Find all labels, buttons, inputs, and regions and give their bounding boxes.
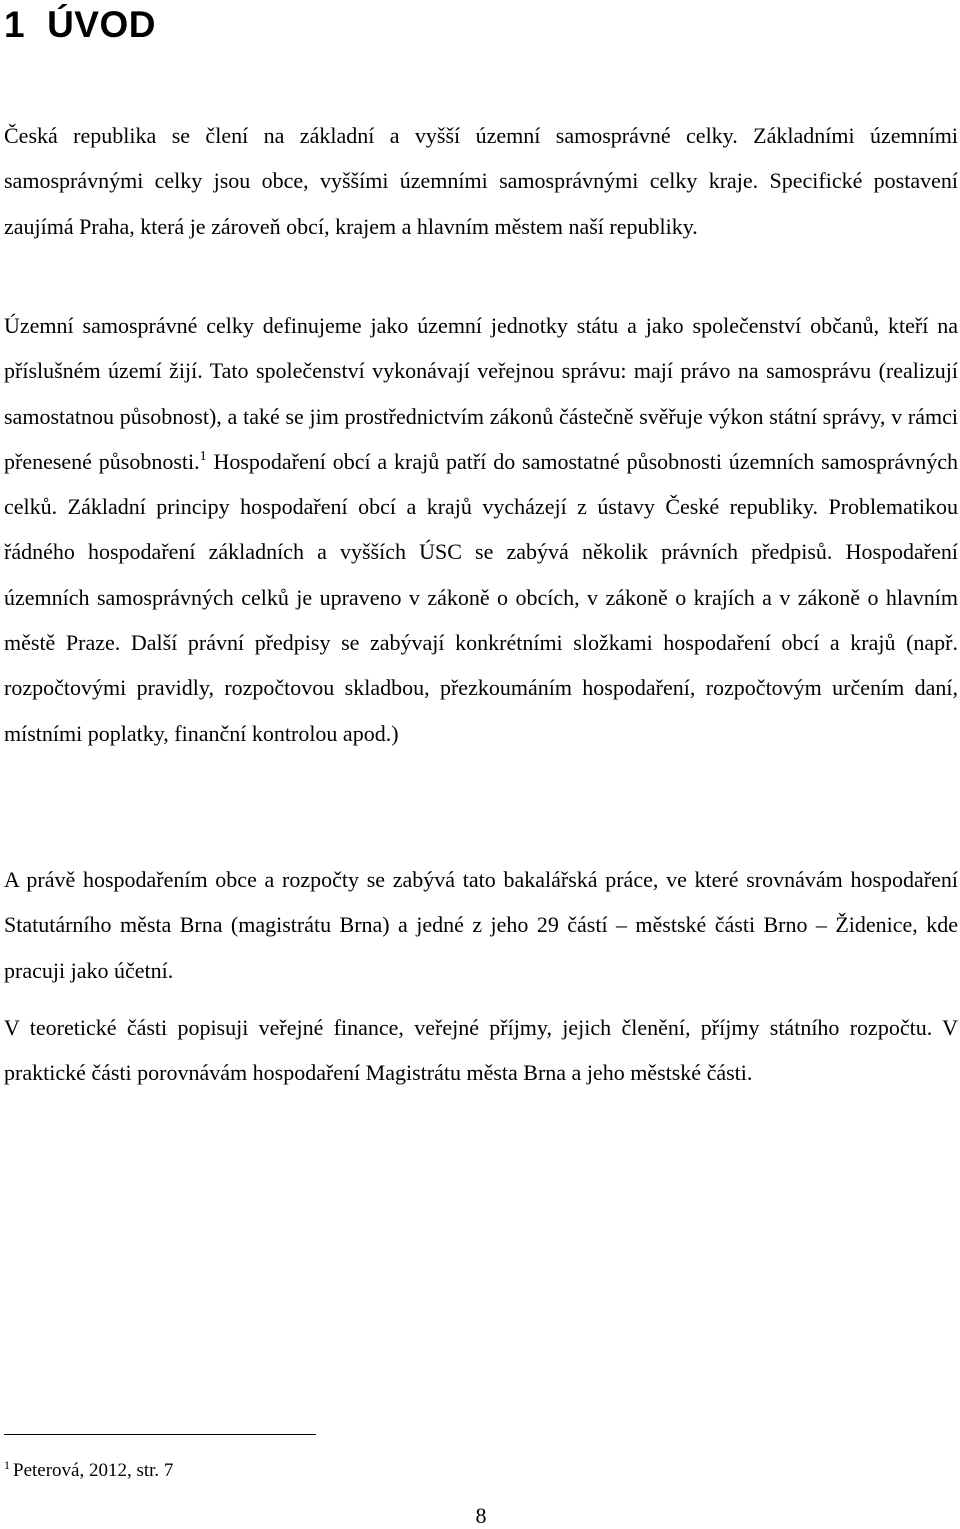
footnote-reference: 1 xyxy=(199,448,207,464)
footnote xyxy=(4,1459,173,1483)
footnote-separator xyxy=(4,1434,316,1435)
chapter-heading xyxy=(4,4,156,46)
chapter-title: ÚVOD xyxy=(47,4,156,45)
paragraph-structure: V teoretické části popisuji veřejné finance, veřejné příjmy, jejich členění, příjmy státního rozpočtu. V praktické části porovnávám hospodaření Magistrátu města Brna a jeho městské části. xyxy=(4,1015,958,1086)
paragraph-thesis-aim: A právě hospodařením obce a rozpočty se zabývá tato bakalářská práce, ve které srovnávám hospodaření Statutárního města Brna (magistrátu Brna) a jedné z jeho 29 částí – městské části Brno – Židenice, kde pracuji jako účetní. xyxy=(4,867,958,983)
paragraph-self-government xyxy=(4,303,958,756)
paragraph-intro: Česká republika se člení na základní a vyšší územní samosprávné celky. Základními územními samosprávnými celky jsou obce, vyššími územními samosprávnými celky kraje. Specifické postavení zaujímá Praha, která je zároveň obcí, krajem a hlavním městem naší republiky. xyxy=(4,123,958,239)
paragraph-text: Hospodaření obcí a krajů patří do samostatné působnosti územních samosprávných celků. Základní principy hospodaření obcí a krajů vycházejí z ústavy České republiky. Problematikou řádného hospodaření základních a vyšších ÚSC se zabývá několik právních předpisů. Hospodaření územních samosprávných celků je upraveno v zákoně o obcích, v zákoně o krajích a v zákoně o hlavním městě Praze. Další právní předpisy se zabývají konkrétními složkami hospodaření obcí a krajů (např. rozpočtovými pravidly, rozpočtovou skladbou, přezkoumáním hospodaření, rozpočtovým určením daní, místními poplatky, finanční kontrolou apod.) xyxy=(4,448,958,746)
chapter-number: 1 xyxy=(4,4,26,45)
footnote-text: Peterová, 2012, str. 7 xyxy=(13,1460,174,1481)
paragraph-text: Územní samosprávné celky definujeme jako územní jednotky státu a jako společenství občanů, kteří na příslušném území žijí. Tato společenství vykonávají veřejnou správu: mají právo na samosprávu (realizují samostatnou působnost), a také se jim prostřednictvím zákonů částečně svěřuje výkon státní správy, v rámci přenesené působnosti. xyxy=(4,313,958,474)
page-number xyxy=(0,1503,960,1529)
footnote-marker: 1 xyxy=(4,1458,10,1472)
page-number-value: 8 xyxy=(475,1503,487,1528)
